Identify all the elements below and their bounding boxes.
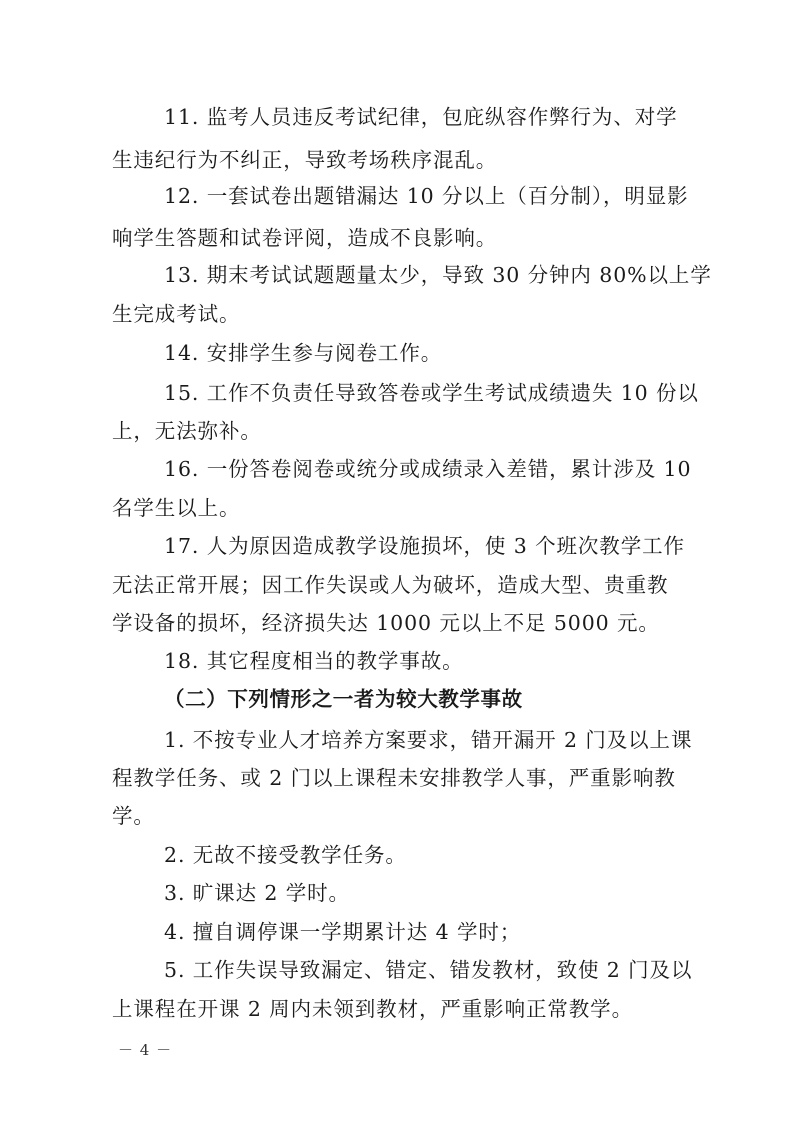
- paragraph-line: 16. 一份答卷阅卷或统分或成绩录入差错，累计涉及 10: [164, 457, 692, 481]
- paragraph-line: 15. 工作不负责任导致答卷或学生考试成绩遗失 10 份以: [164, 381, 699, 405]
- paragraph-line: 4. 擅自调停课一学期累计达 4 学时；: [164, 920, 522, 944]
- paragraph-line: 1. 不按专业人才培养方案要求，错开漏开 2 门及以上课: [164, 728, 693, 752]
- paragraph-line: 名学生以上。: [112, 496, 241, 520]
- page-number: － 4 －: [118, 1041, 173, 1059]
- paragraph-line: 12. 一套试卷出题错漏达 10 分以上（百分制），明显影: [164, 184, 689, 208]
- paragraph-line: 5. 工作失误导致漏定、错定、错发教材，致使 2 门及以: [164, 958, 693, 982]
- paragraph-line: 3. 旷课达 2 学时。: [164, 881, 350, 905]
- paragraph-line: 2. 无故不接受教学任务。: [164, 843, 407, 867]
- paragraph-line: 无法正常开展；因工作失误或人为破坏，造成大型、贵重教: [112, 573, 669, 597]
- paragraph-line: 学设备的损坏，经济损失达 1000 元以上不足 5000 元。: [112, 611, 660, 635]
- section-heading: （二）下列情形之一者为较大教学事故: [164, 687, 523, 711]
- paragraph-line: 上课程在开课 2 周内未领到教材，严重影响正常教学。: [112, 997, 633, 1021]
- paragraph-line: 18. 其它程度相当的教学事故。: [164, 649, 464, 673]
- paragraph-line: 13. 期末考试试题题量太少，导致 30 分钟内 80%以上学: [164, 263, 712, 287]
- paragraph-line: 生完成考试。: [112, 302, 241, 326]
- paragraph-line: 生违纪行为不纠正，导致考场秩序混乱。: [112, 148, 498, 172]
- paragraph-line: 响学生答题和试卷评阅，造成不良影响。: [112, 226, 498, 250]
- paragraph-line: 17. 人为原因造成教学设施损坏，使 3 个班次教学工作: [164, 534, 685, 558]
- paragraph-line: 程教学任务、或 2 门以上课程未安排教学人事，严重影响教: [112, 766, 676, 790]
- paragraph-line: 11. 监考人员违反考试纪律，包庇纵容作弊行为、对学: [164, 105, 678, 129]
- paragraph-line: 14. 安排学生参与阅卷工作。: [164, 341, 443, 365]
- paragraph-line: 上，无法弥补。: [112, 419, 262, 443]
- paragraph-line: 学。: [112, 804, 155, 828]
